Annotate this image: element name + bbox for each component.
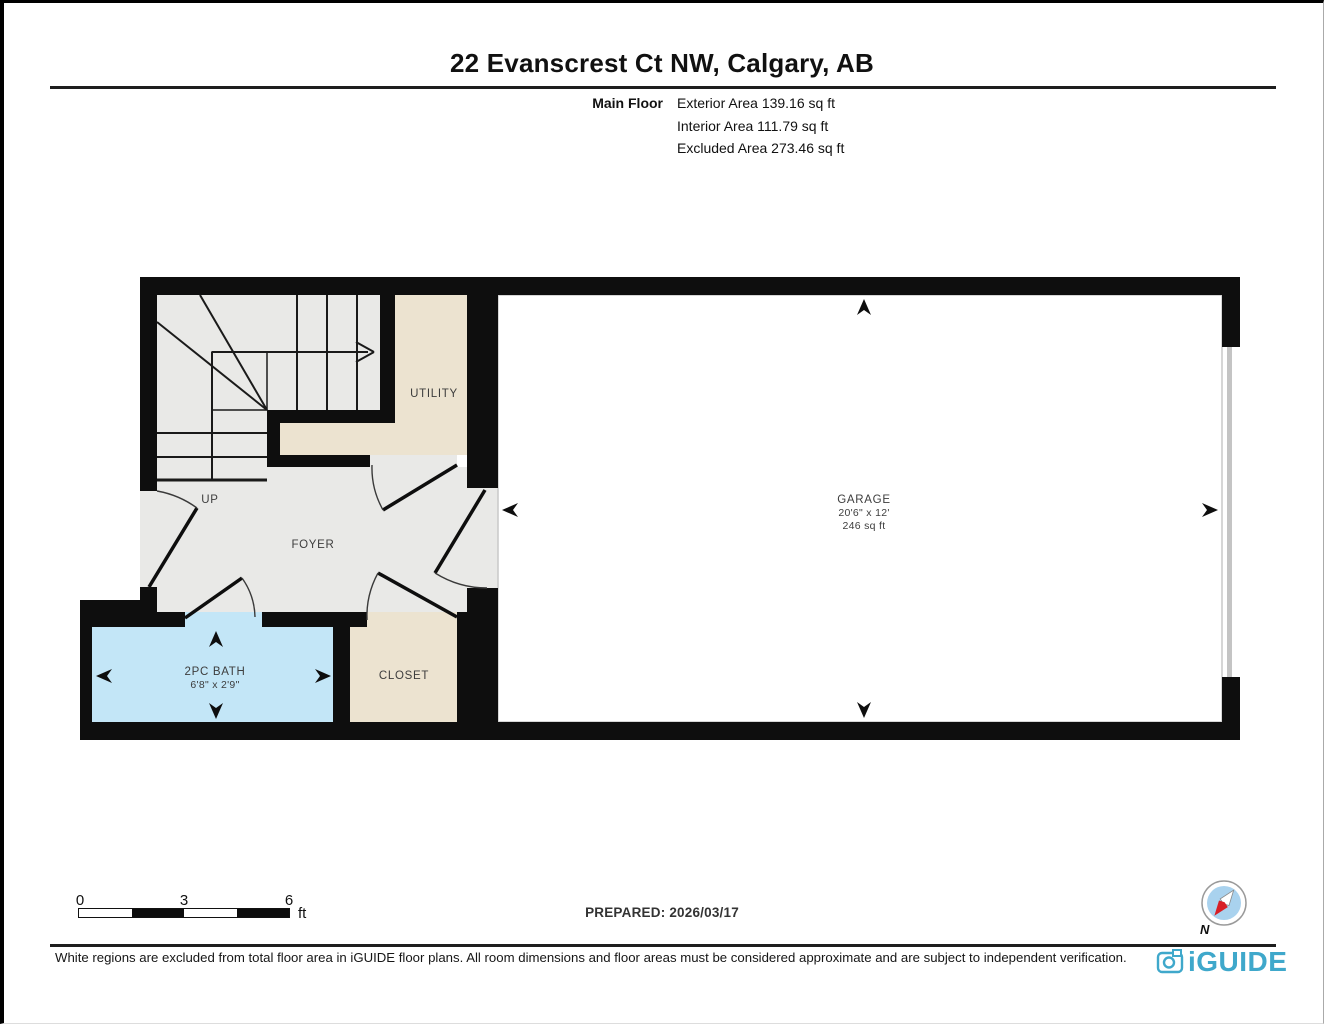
garage-doorway-floor <box>467 488 498 588</box>
room-floors <box>92 295 1222 722</box>
garage-label: GARAGE <box>837 494 891 506</box>
footer-disclaimer: White regions are excluded from total floor area in iGUIDE floor plans. All room dimensions and floor areas must be considered approximate and are subject to independent verification. <box>55 950 1127 965</box>
wall-foyer-bottom-a <box>140 612 185 627</box>
bath-door-opening <box>185 612 262 627</box>
garage-dims: 20'6" x 12' <box>838 507 890 519</box>
iguide-wordmark: iGUIDE <box>1188 946 1288 977</box>
bath-label: 2PC BATH <box>184 666 246 678</box>
wall-bottom <box>80 722 1240 740</box>
excluded-area: Excluded Area 273.46 sq ft <box>677 140 845 156</box>
wall-left-upper <box>140 277 157 491</box>
footer-divider <box>50 944 1276 947</box>
wall-closet-right <box>457 612 470 722</box>
utility-label: UTILITY <box>410 388 458 400</box>
wall-right-lower <box>1222 677 1240 740</box>
interior-area: Interior Area 111.79 sq ft <box>677 117 829 134</box>
wall-stair-utility <box>380 295 395 416</box>
bath-dims: 6'8" x 2'9" <box>190 679 240 691</box>
exterior-area: Exterior Area 139.16 sq ft <box>677 95 835 111</box>
wall-top <box>140 277 1240 295</box>
scale-tick-0: 0 <box>75 892 85 909</box>
scale-unit: ft <box>298 905 307 922</box>
wall-stair-bottom <box>267 410 395 423</box>
compass-icon <box>1194 876 1258 940</box>
front-door-opening <box>140 491 157 587</box>
garage-area: 246 sq ft <box>842 520 886 532</box>
wall-right-upper <box>1222 277 1240 347</box>
scale-tick-6: 6 <box>284 892 294 909</box>
page-title: 22 Evanscrest Ct NW, Calgary, AB <box>450 48 874 78</box>
closet-label: CLOSET <box>378 670 430 682</box>
utility-door-opening <box>370 455 457 467</box>
wall-foyer-bottom-b <box>262 612 367 627</box>
scale-tick-3: 3 <box>179 892 189 909</box>
wall-utility-arm <box>267 455 370 467</box>
closet-door-opening <box>367 612 457 627</box>
garage-door-panel <box>1227 347 1232 677</box>
wall-bath-closet <box>333 627 350 722</box>
up-label: UP <box>201 494 219 506</box>
wall-bath-left <box>80 600 92 740</box>
floor-label: Main Floor <box>592 95 663 111</box>
foyer-label: FOYER <box>291 539 335 551</box>
prepared-date: PREPARED: 2026/03/17 <box>585 905 739 920</box>
wall-garage-left-lower <box>467 588 498 722</box>
north-label: N <box>1200 922 1210 937</box>
iguide-logo <box>1156 946 1287 978</box>
wall-garage-left-upper <box>467 295 498 488</box>
iguide-camera-icon <box>1156 949 1184 975</box>
